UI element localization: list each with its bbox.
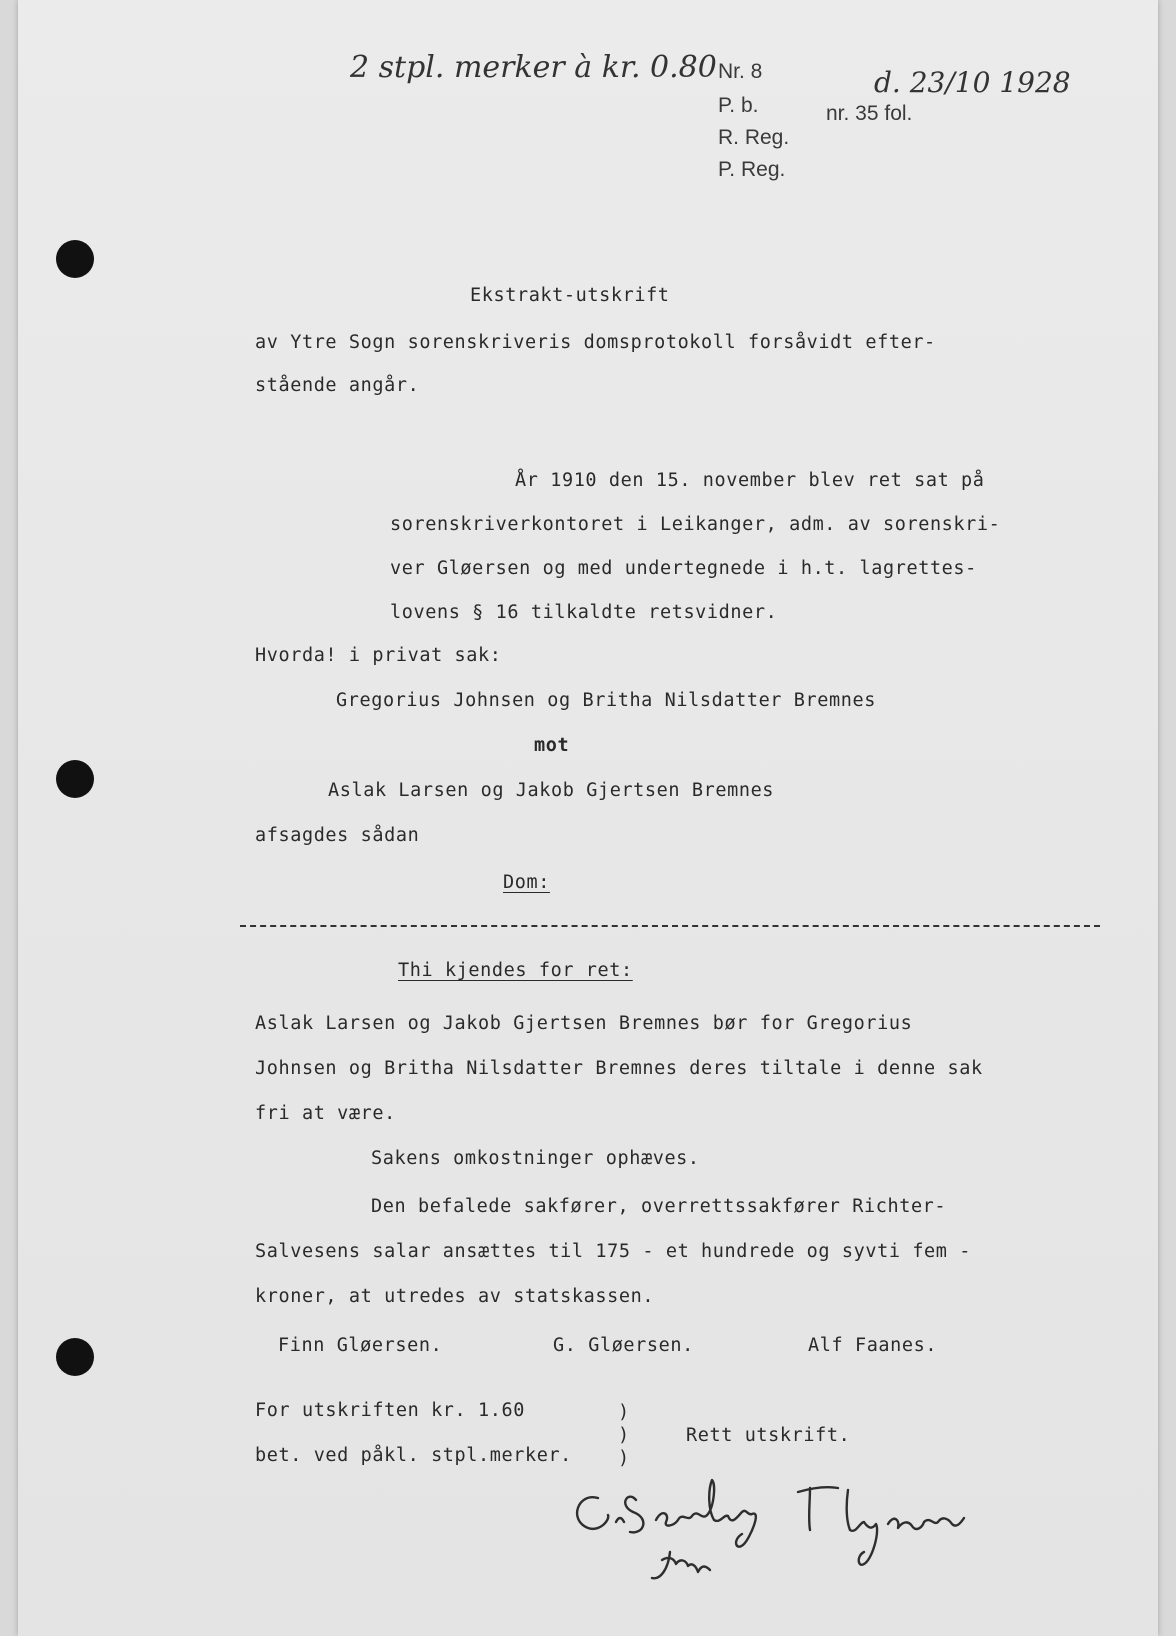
- court-line: ver Gløersen og med undertegnede i h.t. lagrettes-: [390, 558, 977, 579]
- punch-hole: [56, 1338, 94, 1376]
- pronounced: afsagdes sådan: [255, 825, 420, 846]
- fee-line: Den befalede sakfører, overrettssakfører Richter-: [371, 1196, 947, 1217]
- fee-line: Salvesens salar ansættes til 175 - et hundrede og syvti fem -: [255, 1241, 972, 1262]
- court-line: År 1910 den 15. november blev ret sat på: [515, 470, 985, 491]
- stamp-folio: nr. 35 fol.: [826, 102, 913, 125]
- stamp-date: d. 23/10 1928: [874, 66, 1071, 99]
- court-line: lovens § 16 tilkaldte retsvidner.: [390, 602, 778, 623]
- verdict-line: Aslak Larsen og Jakob Gjertsen Bremnes bør for Gregorius: [255, 1013, 913, 1034]
- intro-line: stående angår.: [255, 375, 420, 396]
- punch-hole: [56, 760, 94, 798]
- footer-fee-line: bet. ved påkl. stpl.merker.: [255, 1445, 572, 1466]
- footer-fee-line: For utskriften kr. 1.60: [255, 1400, 525, 1421]
- verdict-heading: Thi kjendes for ret:: [398, 960, 633, 981]
- punch-hole: [56, 240, 94, 278]
- bracket: ): [618, 1402, 630, 1423]
- intro-line: av Ytre Sogn sorenskriveris domsprotokoll forsåvidt efter-: [255, 332, 936, 353]
- stamp-pb: P. b.: [718, 94, 759, 117]
- certified-text: Rett utskrift.: [686, 1425, 851, 1446]
- bracket: ): [618, 1448, 630, 1469]
- verdict-line: Johnsen og Britha Nilsdatter Bremnes deres tiltale i denne sak: [255, 1058, 983, 1079]
- separator-line: [240, 925, 1100, 927]
- document-page: [18, 0, 1158, 1636]
- court-line: sorenskriverkontoret i Leikanger, adm. av sorenskri-: [390, 514, 1001, 535]
- signature-name: G. Gløersen.: [553, 1335, 694, 1356]
- fee-line: kroner, at utredes av statskassen.: [255, 1286, 655, 1307]
- stamp-r-reg: R. Reg.: [718, 126, 790, 149]
- stamp-nr: [718, 60, 762, 84]
- fee-note-handwritten: 2 stpl. merker à kr. 0.80: [350, 50, 717, 85]
- costs-line: Sakens omkostninger ophæves.: [371, 1148, 700, 1169]
- stamp-nr-text: Nr. 8: [718, 60, 763, 83]
- document-title: Ekstrakt-utskrift: [470, 285, 670, 306]
- verdict-line: fri at være.: [255, 1103, 396, 1124]
- dom-heading: Dom:: [503, 872, 550, 893]
- versus: mot: [534, 735, 570, 756]
- signature-name: Finn Gløersen.: [278, 1335, 443, 1356]
- stamp-p-reg: P. Reg.: [718, 158, 786, 181]
- bracket: ): [618, 1425, 630, 1446]
- signature-name: Alf Faanes.: [808, 1335, 938, 1356]
- defendants: Aslak Larsen og Jakob Gjertsen Bremnes: [328, 780, 775, 801]
- plaintiffs: Gregorius Johnsen og Britha Nilsdatter Bremnes: [336, 690, 876, 711]
- handwritten-signature: [558, 1460, 1018, 1610]
- case-intro: Hvorda! i privat sak:: [255, 645, 502, 666]
